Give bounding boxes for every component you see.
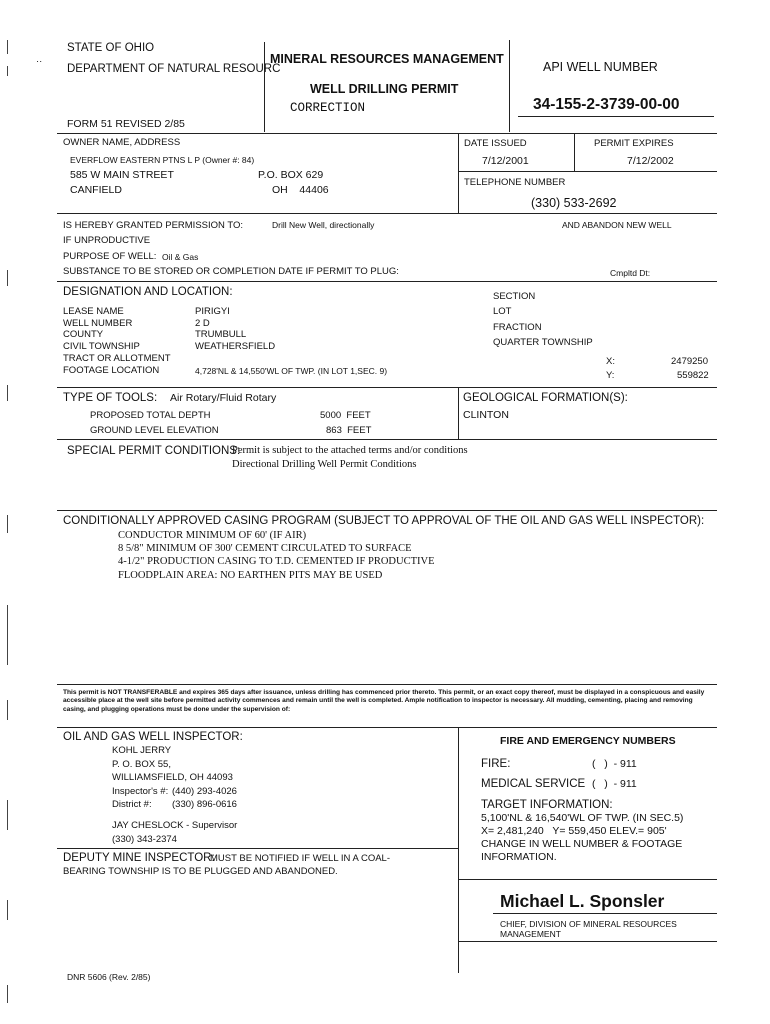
issued-date: 7/12/2001 [482, 155, 529, 167]
phone-label: TELEPHONE NUMBER [464, 177, 566, 188]
casing-line: CONDUCTOR MINIMUM OF 60' (IF AIR) [118, 530, 307, 541]
lease-label: LEASE NAME [63, 306, 124, 317]
elevation-value: 863 FEET [326, 425, 372, 436]
x-value: 2479250 [671, 356, 708, 367]
division-title: MINERAL RESOURCES MANAGEMENT [270, 52, 504, 66]
owner-street: 585 W MAIN STREET [70, 169, 174, 181]
x-label: X: [606, 356, 615, 367]
lease-value: PIRIGYI [195, 306, 230, 317]
district-label: District #: [112, 799, 152, 810]
inspector-name: KOHL JERRY [112, 745, 172, 756]
api-underline [518, 116, 714, 117]
y-label: Y: [606, 370, 615, 381]
scan-edge-mark [7, 605, 8, 665]
rule-dates [458, 171, 717, 172]
owner-city: CANFIELD [70, 184, 122, 196]
casing-title: CONDITIONALLY APPROVED CASING PROGRAM (SUBJECT TO APPROVAL OF THE OIL AND GAS WELL INSPECTOR): [63, 515, 705, 527]
supervisor-name: JAY CHESLOCK - Supervisor [112, 820, 238, 831]
header-divider [264, 42, 265, 132]
county-label: COUNTY [63, 329, 104, 340]
rule-header [57, 133, 717, 134]
issued-label: DATE ISSUED [464, 138, 527, 149]
scan-edge-mark [7, 40, 8, 54]
owner-name: EVERFLOW EASTERN PTNS L P (Owner #: 84) [70, 155, 255, 165]
scan-edge-mark [7, 66, 8, 76]
scan-edge-mark [7, 515, 8, 533]
target-line-2: X= 2,481,240 Y= 559,450 ELEV.= 905' [481, 825, 667, 837]
cmpltd-label: Cmpltd Dt: [610, 268, 651, 278]
inspector-address-1: P. O. BOX 55, [112, 759, 171, 770]
rule-designation [57, 387, 717, 388]
township-label: CIVIL TOWNSHIP [63, 341, 140, 352]
elevation-label: GROUND LEVEL ELEVATION [90, 425, 219, 436]
deputy-text-1: MUST BE NOTIFIED IF WELL IN A COAL- [210, 853, 391, 864]
scan-edge-mark [7, 700, 8, 720]
inspector-phone: (440) 293-4026 [172, 786, 237, 797]
state-label: STATE OF OHIO [67, 42, 155, 54]
tools-divider [458, 387, 459, 439]
casing-line: 4-1/2" PRODUCTION CASING TO T.D. CEMENTED IF PRODUCTIVE [118, 556, 435, 567]
target-title: TARGET INFORMATION: [481, 799, 613, 811]
deputy-label: DEPUTY MINE INSPECTOR: [63, 852, 215, 864]
signatory-title-2: MANAGEMENT [500, 929, 561, 939]
special-line-2: Directional Drilling Well Permit Conditions [232, 459, 417, 470]
dates-divider [574, 133, 575, 171]
phone-number: (330) 533-2692 [531, 196, 617, 210]
rule-special [57, 510, 717, 511]
abandon-label: AND ABANDON NEW WELL [562, 220, 672, 230]
well-value: 2 D [195, 318, 210, 329]
substance-label: SUBSTANCE TO BE STORED OR COMPLETION DATE IF PERMIT TO PLUG: [63, 266, 399, 277]
owner-po-box: P.O. BOX 629 [258, 169, 324, 181]
signatory-name: Michael L. Sponsler [500, 891, 665, 911]
rule-bottom [458, 941, 717, 942]
casing-line: FLOODPLAIN AREA: NO EARTHEN PITS MAY BE USED [118, 570, 383, 581]
rule-tools [57, 439, 717, 440]
designation-title: DESIGNATION AND LOCATION: [63, 286, 233, 298]
rule-notice [57, 727, 717, 728]
tools-value: Air Rotary/Fluid Rotary [170, 392, 277, 404]
geo-label: GEOLOGICAL FORMATION(S): [463, 392, 628, 404]
owner-label: OWNER NAME, ADDRESS [63, 137, 181, 148]
inspector-divider [458, 727, 459, 973]
y-value: 559822 [677, 370, 709, 381]
scan-edge-mark [7, 270, 8, 286]
purpose-value: Oil & Gas [162, 252, 199, 262]
geo-value: CLINTON [463, 409, 509, 421]
tools-label: TYPE OF TOOLS: [63, 392, 158, 404]
casing-line: 8 5/8" MINIMUM OF 300' CEMENT CIRCULATED TO SURFACE [118, 543, 412, 554]
header-divider [509, 40, 510, 132]
expires-date: 7/12/2002 [627, 155, 674, 167]
unproductive-label: IF UNPRODUCTIVE [63, 235, 151, 246]
expires-label: PERMIT EXPIRES [594, 138, 674, 149]
rule-owner [57, 213, 717, 214]
medical-number: ( ) - 911 [592, 778, 637, 790]
township-value: WEATHERSFIELD [195, 341, 276, 352]
department-label: DEPARTMENT OF NATURAL RESOURC [67, 63, 281, 75]
county-value: TRUMBULL [195, 329, 247, 340]
api-label: API WELL NUMBER [543, 60, 658, 74]
signatory-title-1: CHIEF, DIVISION OF MINERAL RESOURCES [500, 919, 677, 929]
special-label: SPECIAL PERMIT CONDITIONS: [67, 445, 241, 457]
transfer-notice: This permit is NOT TRANSFERABLE and expires 365 days after issuance, unless drilling has commenced prior thereto. This permit, or an exact copy thereof, must be displayed in a conspicuous and easily accessible place at the well site before permitted activity commences and remain until the well is completed. Ample notification to inspector is necessary. All mudding, cementing, placing and removing casing, and plugging operations must be done under the supervision of: [63, 689, 705, 713]
permission-label: IS HEREBY GRANTED PERMISSION TO: [63, 220, 244, 231]
special-line-1: Permit is subject to the attached terms and/or conditions [232, 445, 468, 456]
target-line-4: INFORMATION. [481, 851, 557, 863]
fraction-label: FRACTION [493, 322, 542, 333]
scan-speck: ·· [36, 56, 43, 67]
district-phone: (330) 896-0616 [172, 799, 237, 810]
depth-value: 5000 FEET [320, 410, 371, 421]
deputy-text-2: BEARING TOWNSHIP IS TO BE PLUGGED AND ABANDONED. [63, 866, 338, 877]
signature-line [493, 913, 717, 914]
rule-inspector [57, 848, 458, 849]
api-number: 34-155-2-3739-00-00 [533, 96, 680, 113]
footage-label: FOOTAGE LOCATION [63, 365, 160, 376]
inspector-phone-label: Inspector's #: [112, 786, 169, 797]
rule-permission [57, 281, 717, 282]
fire-label: FIRE: [481, 758, 511, 770]
tract-label: TRACT OR ALLOTMENT [63, 353, 171, 364]
inspector-title: OIL AND GAS WELL INSPECTOR: [63, 731, 243, 743]
form-footer: DNR 5606 (Rev. 2/85) [67, 972, 151, 982]
scan-edge-mark [7, 985, 8, 1003]
lot-label: LOT [493, 306, 512, 317]
emergency-title: FIRE AND EMERGENCY NUMBERS [500, 735, 676, 747]
owner-state-zip: OH 44406 [272, 184, 329, 196]
scan-edge-mark [7, 385, 8, 401]
medical-label: MEDICAL SERVICE [481, 778, 586, 790]
correction-label: CORRECTION [290, 101, 366, 115]
target-line-3: CHANGE IN WELL NUMBER & FOOTAGE [481, 838, 683, 850]
rule-signature-top [458, 879, 717, 880]
target-line-1: 5,100'NL & 16,540'WL OF TWP. (IN SEC.5) [481, 812, 684, 824]
inspector-address-2: WILLIAMSFIELD, OH 44093 [112, 772, 233, 783]
quarter-label: QUARTER TOWNSHIP [493, 337, 593, 348]
depth-label: PROPOSED TOTAL DEPTH [90, 410, 211, 421]
purpose-label: PURPOSE OF WELL: [63, 251, 157, 262]
dates-divider [458, 133, 459, 213]
well-label: WELL NUMBER [63, 318, 133, 329]
supervisor-phone: (330) 343-2374 [112, 834, 177, 845]
footage-value: 4,728'NL & 14,550'WL OF TWP. (IN LOT 1,SEC. 9) [195, 366, 388, 376]
permission-action: Drill New Well, directionally [272, 220, 375, 230]
rule-casing [57, 684, 717, 685]
permit-title: WELL DRILLING PERMIT [310, 82, 459, 96]
fire-number: ( ) - 911 [592, 758, 637, 770]
form-label: FORM 51 REVISED 2/85 [67, 118, 185, 130]
scan-edge-mark [7, 800, 8, 830]
scan-edge-mark [7, 900, 8, 920]
section-label: SECTION [493, 291, 536, 302]
